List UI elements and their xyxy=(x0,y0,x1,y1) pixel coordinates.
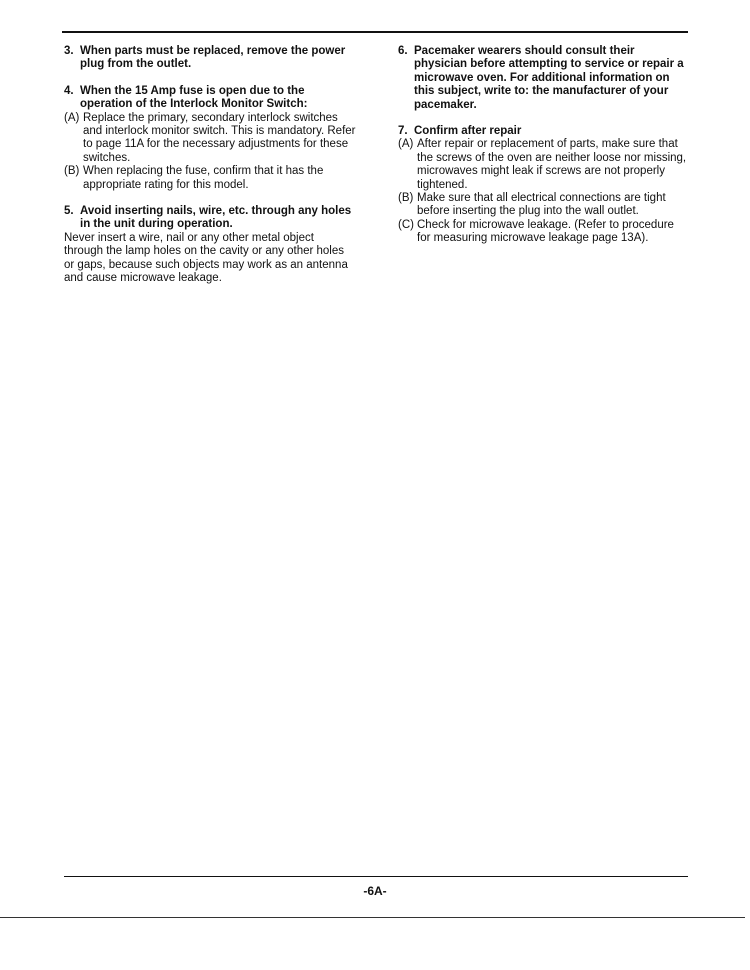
item-6-heading-text: Pacemaker wearers should consult their physician before attempting to service or repair a microwave oven. For additional information on this subject, write to: the manufacturer of your pacemaker. xyxy=(414,45,684,111)
item-3-heading xyxy=(64,45,356,72)
item-7-heading xyxy=(398,125,690,138)
item-7 xyxy=(398,125,690,246)
item-6-heading xyxy=(398,45,690,112)
page-number: -6A- xyxy=(363,884,387,898)
item-4-heading xyxy=(64,85,356,112)
item-6 xyxy=(398,45,690,112)
item-7-sub-c-label: (C) xyxy=(398,218,414,231)
right-column xyxy=(398,45,690,259)
item-4 xyxy=(64,85,356,192)
item-4-sub-b xyxy=(64,165,356,192)
item-7-sub-b-label: (B) xyxy=(398,192,414,205)
scan-edge-line xyxy=(0,917,745,918)
item-7-number: 7. xyxy=(398,125,408,138)
item-7-sub-c-text: Check for microwave leakage. (Refer to procedure for measuring microwave leakage page 13A). xyxy=(417,218,674,245)
item-3-heading-text: When parts must be replaced, remove the power plug from the outlet. xyxy=(80,45,346,71)
item-4-sub-b-label: (B) xyxy=(64,165,80,178)
item-5-number: 5. xyxy=(64,205,74,218)
item-5-body: Never insert a wire, nail or any other metal object through the lamp holes on the cavity or any other holes or gaps, because such objects may work as an antenna and cause microwave leakage. xyxy=(64,231,348,285)
item-6-number: 6. xyxy=(398,45,408,57)
item-7-sub-a-text: After repair or replacement of parts, make sure that the screws of the oven are neither loose nor missing, microwaves might leak if screws are not properly tightened. xyxy=(417,138,687,191)
item-4-sub-a xyxy=(64,112,356,166)
item-5-heading xyxy=(64,205,356,232)
item-7-heading-text: Confirm after repair xyxy=(414,125,522,138)
item-5-heading-text: Avoid inserting nails, wire, etc. through any holes in the unit during operation. xyxy=(80,205,352,231)
item-4-sub-b-text: When replacing the fuse, confirm that it has the appropriate rating for this model. xyxy=(83,165,324,191)
top-rule xyxy=(62,31,688,33)
item-7-sub-b-text: Make sure that all electrical connections are tight before inserting the plug into the wall outlet. xyxy=(417,192,666,218)
item-7-sub-b xyxy=(398,192,690,219)
item-4-number: 4. xyxy=(64,84,74,97)
item-7-sub-c xyxy=(398,219,690,246)
left-column xyxy=(64,45,356,299)
item-7-sub-a-label: (A) xyxy=(398,138,414,151)
bottom-rule xyxy=(64,876,688,877)
item-3-number: 3. xyxy=(64,45,74,57)
item-5 xyxy=(64,205,356,285)
item-4-heading-text: When the 15 Amp fuse is open due to the operation of the Interlock Monitor Switch: xyxy=(80,84,308,111)
item-7-sub-a xyxy=(398,138,690,192)
item-3 xyxy=(64,45,356,72)
item-4-sub-a-label: (A) xyxy=(64,111,80,124)
item-4-sub-a-text: Replace the primary, secondary interlock switches and interlock monitor switch. This is mandatory. Refer to page 11A for the necessary adjustments for these switches. xyxy=(83,111,356,164)
